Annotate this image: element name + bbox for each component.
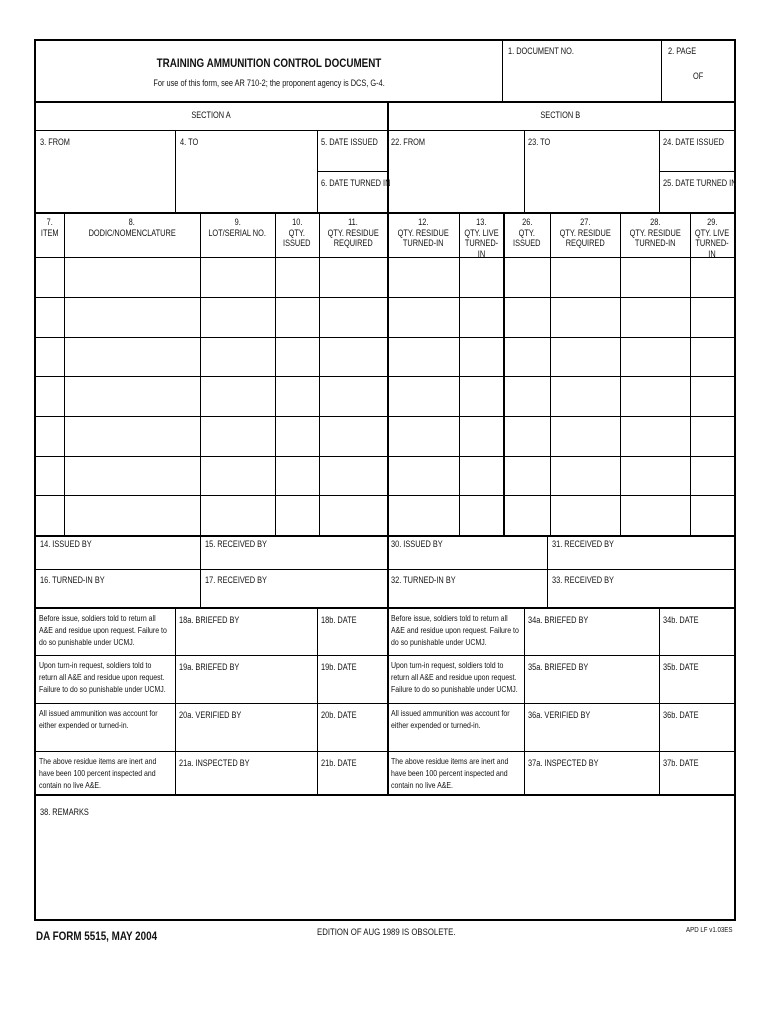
turned-in-by-a-field[interactable]: 16. TURNED-IN BY	[40, 575, 105, 585]
date-issued-field-a[interactable]: 5. DATE ISSUED	[321, 137, 378, 147]
from-field-b[interactable]: 22. FROM	[391, 137, 426, 147]
issued-by-a-field[interactable]: 14. ISSUED BY	[40, 539, 92, 549]
column-header-residue-turned-in-b: 28. QTY. RESIDUE TURNED-IN	[629, 217, 681, 248]
received-by-b-field[interactable]: 31. RECEIVED BY	[552, 539, 614, 549]
statement-verified-b: All issued ammunition was account for either expended or turned-in.	[391, 708, 510, 730]
column-header-qty-issued-b: 26. QTY. ISSUED	[513, 217, 541, 248]
column-header-live-turned-in-a: 13. QTY. LIVE TURNED-IN	[464, 217, 499, 259]
table-row[interactable]	[36, 338, 734, 376]
date-37b-field[interactable]: 37b. DATE	[663, 758, 699, 768]
statement-verified-a: All issued ammunition was account for either expended or turned-in.	[39, 708, 158, 730]
statement-briefed-turnin-a: Upon turn-in request, soldiers told to return all A&E and residue upon request. Failure to do so punishable under UCMJ.	[39, 660, 166, 694]
section-b-heading: SECTION B	[540, 110, 581, 120]
date-21b-field[interactable]: 21b. DATE	[321, 758, 357, 768]
section-a-heading: SECTION A	[191, 110, 232, 120]
table-row[interactable]	[36, 496, 734, 535]
version-label: APD LF v1.03ES	[686, 925, 733, 934]
statement-inspected-b: The above residue items are inert and have been 100 percent inspected and contain no live A&E.	[391, 756, 509, 790]
page-of-label: OF	[693, 71, 704, 81]
briefed-by-35a-field[interactable]: 35a. BRIEFED BY	[528, 662, 589, 672]
table-row[interactable]	[36, 417, 734, 456]
turned-in-by-b-field[interactable]: 32. TURNED-IN BY	[391, 575, 456, 585]
inspected-by-37a-field[interactable]: 37a. INSPECTED BY	[528, 758, 599, 768]
issued-by-b-field[interactable]: 30. ISSUED BY	[391, 539, 443, 549]
date-20b-field[interactable]: 20b. DATE	[321, 710, 357, 720]
table-row[interactable]	[36, 457, 734, 495]
to-field-b[interactable]: 23. TO	[528, 137, 551, 147]
remarks-area[interactable]	[36, 821, 734, 919]
remarks-field[interactable]: 38. REMARKS	[40, 807, 89, 817]
date-19b-field[interactable]: 19b. DATE	[321, 662, 357, 672]
page-field[interactable]: 2. PAGE	[668, 46, 697, 56]
form-identifier: DA FORM 5515, MAY 2004	[36, 929, 158, 943]
column-header-residue-required-b: 27. QTY. RESIDUE REQUIRED	[559, 217, 611, 248]
verified-by-20a-field[interactable]: 20a. VERIFIED BY	[179, 710, 242, 720]
table-row[interactable]	[36, 258, 734, 297]
statement-briefed-issue-a: Before issue, soldiers told to return all A&E and residue upon request. Failure to do so punishable under UCMJ.	[39, 613, 167, 647]
statement-briefed-issue-b: Before issue, soldiers told to return all A&E and residue upon request. Failure to do so punishable under UCMJ.	[391, 613, 519, 647]
column-header-residue-required-a: 11. QTY. RESIDUE REQUIRED	[327, 217, 379, 248]
briefed-by-19a-field[interactable]: 19a. BRIEFED BY	[179, 662, 240, 672]
to-field-a[interactable]: 4. TO	[180, 137, 199, 147]
column-header-dodic: 8. DODIC/NOMENCLATURE	[88, 217, 176, 238]
edition-notice: EDITION OF AUG 1989 IS OBSOLETE.	[317, 927, 456, 938]
date-18b-field[interactable]: 18b. DATE	[321, 615, 357, 625]
date-35b-field[interactable]: 35b. DATE	[663, 662, 699, 672]
received-by-b2-field[interactable]: 33. RECEIVED BY	[552, 575, 614, 585]
table-row[interactable]	[36, 377, 734, 416]
document-no-field[interactable]: 1. DOCUMENT NO.	[508, 46, 574, 56]
from-field-a[interactable]: 3. FROM	[40, 137, 70, 147]
column-header-item: 7. ITEM	[41, 217, 59, 238]
column-header-residue-turned-in-a: 12. QTY. RESIDUE TURNED-IN	[397, 217, 449, 248]
received-by-a-field[interactable]: 15. RECEIVED BY	[205, 539, 267, 549]
statement-briefed-turnin-b: Upon turn-in request, soldiers told to return all A&E and residue upon request. Failure to do so punishable under UCMJ.	[391, 660, 518, 694]
column-header-lot-serial: 9. LOT/SERIAL NO.	[208, 217, 267, 238]
form-title: TRAINING AMMUNITION CONTROL DOCUMENT	[156, 56, 382, 70]
date-issued-field-b[interactable]: 24. DATE ISSUED	[663, 137, 724, 147]
column-header-live-turned-in-b: 29. QTY. LIVE TURNED-IN	[694, 217, 730, 259]
statement-inspected-a: The above residue items are inert and have been 100 percent inspected and contain no live A&E.	[39, 756, 157, 790]
column-header-qty-issued-a: 10. QTY. ISSUED	[283, 217, 311, 248]
date-36b-field[interactable]: 36b. DATE	[663, 710, 699, 720]
verified-by-36a-field[interactable]: 36a. VERIFIED BY	[528, 710, 591, 720]
briefed-by-34a-field[interactable]: 34a. BRIEFED BY	[528, 615, 589, 625]
training-ammunition-control-form	[34, 39, 736, 921]
date-turned-in-field-a[interactable]: 6. DATE TURNED IN	[321, 178, 391, 188]
inspected-by-21a-field[interactable]: 21a. INSPECTED BY	[179, 758, 250, 768]
date-34b-field[interactable]: 34b. DATE	[663, 615, 699, 625]
briefed-by-18a-field[interactable]: 18a. BRIEFED BY	[179, 615, 240, 625]
received-by-a2-field[interactable]: 17. RECEIVED BY	[205, 575, 267, 585]
table-row[interactable]	[36, 298, 734, 337]
date-turned-in-field-b[interactable]: 25. DATE TURNED IN	[663, 178, 737, 188]
form-subtitle: For use of this form, see AR 710-2; the proponent agency is DCS, G-4.	[153, 78, 385, 88]
